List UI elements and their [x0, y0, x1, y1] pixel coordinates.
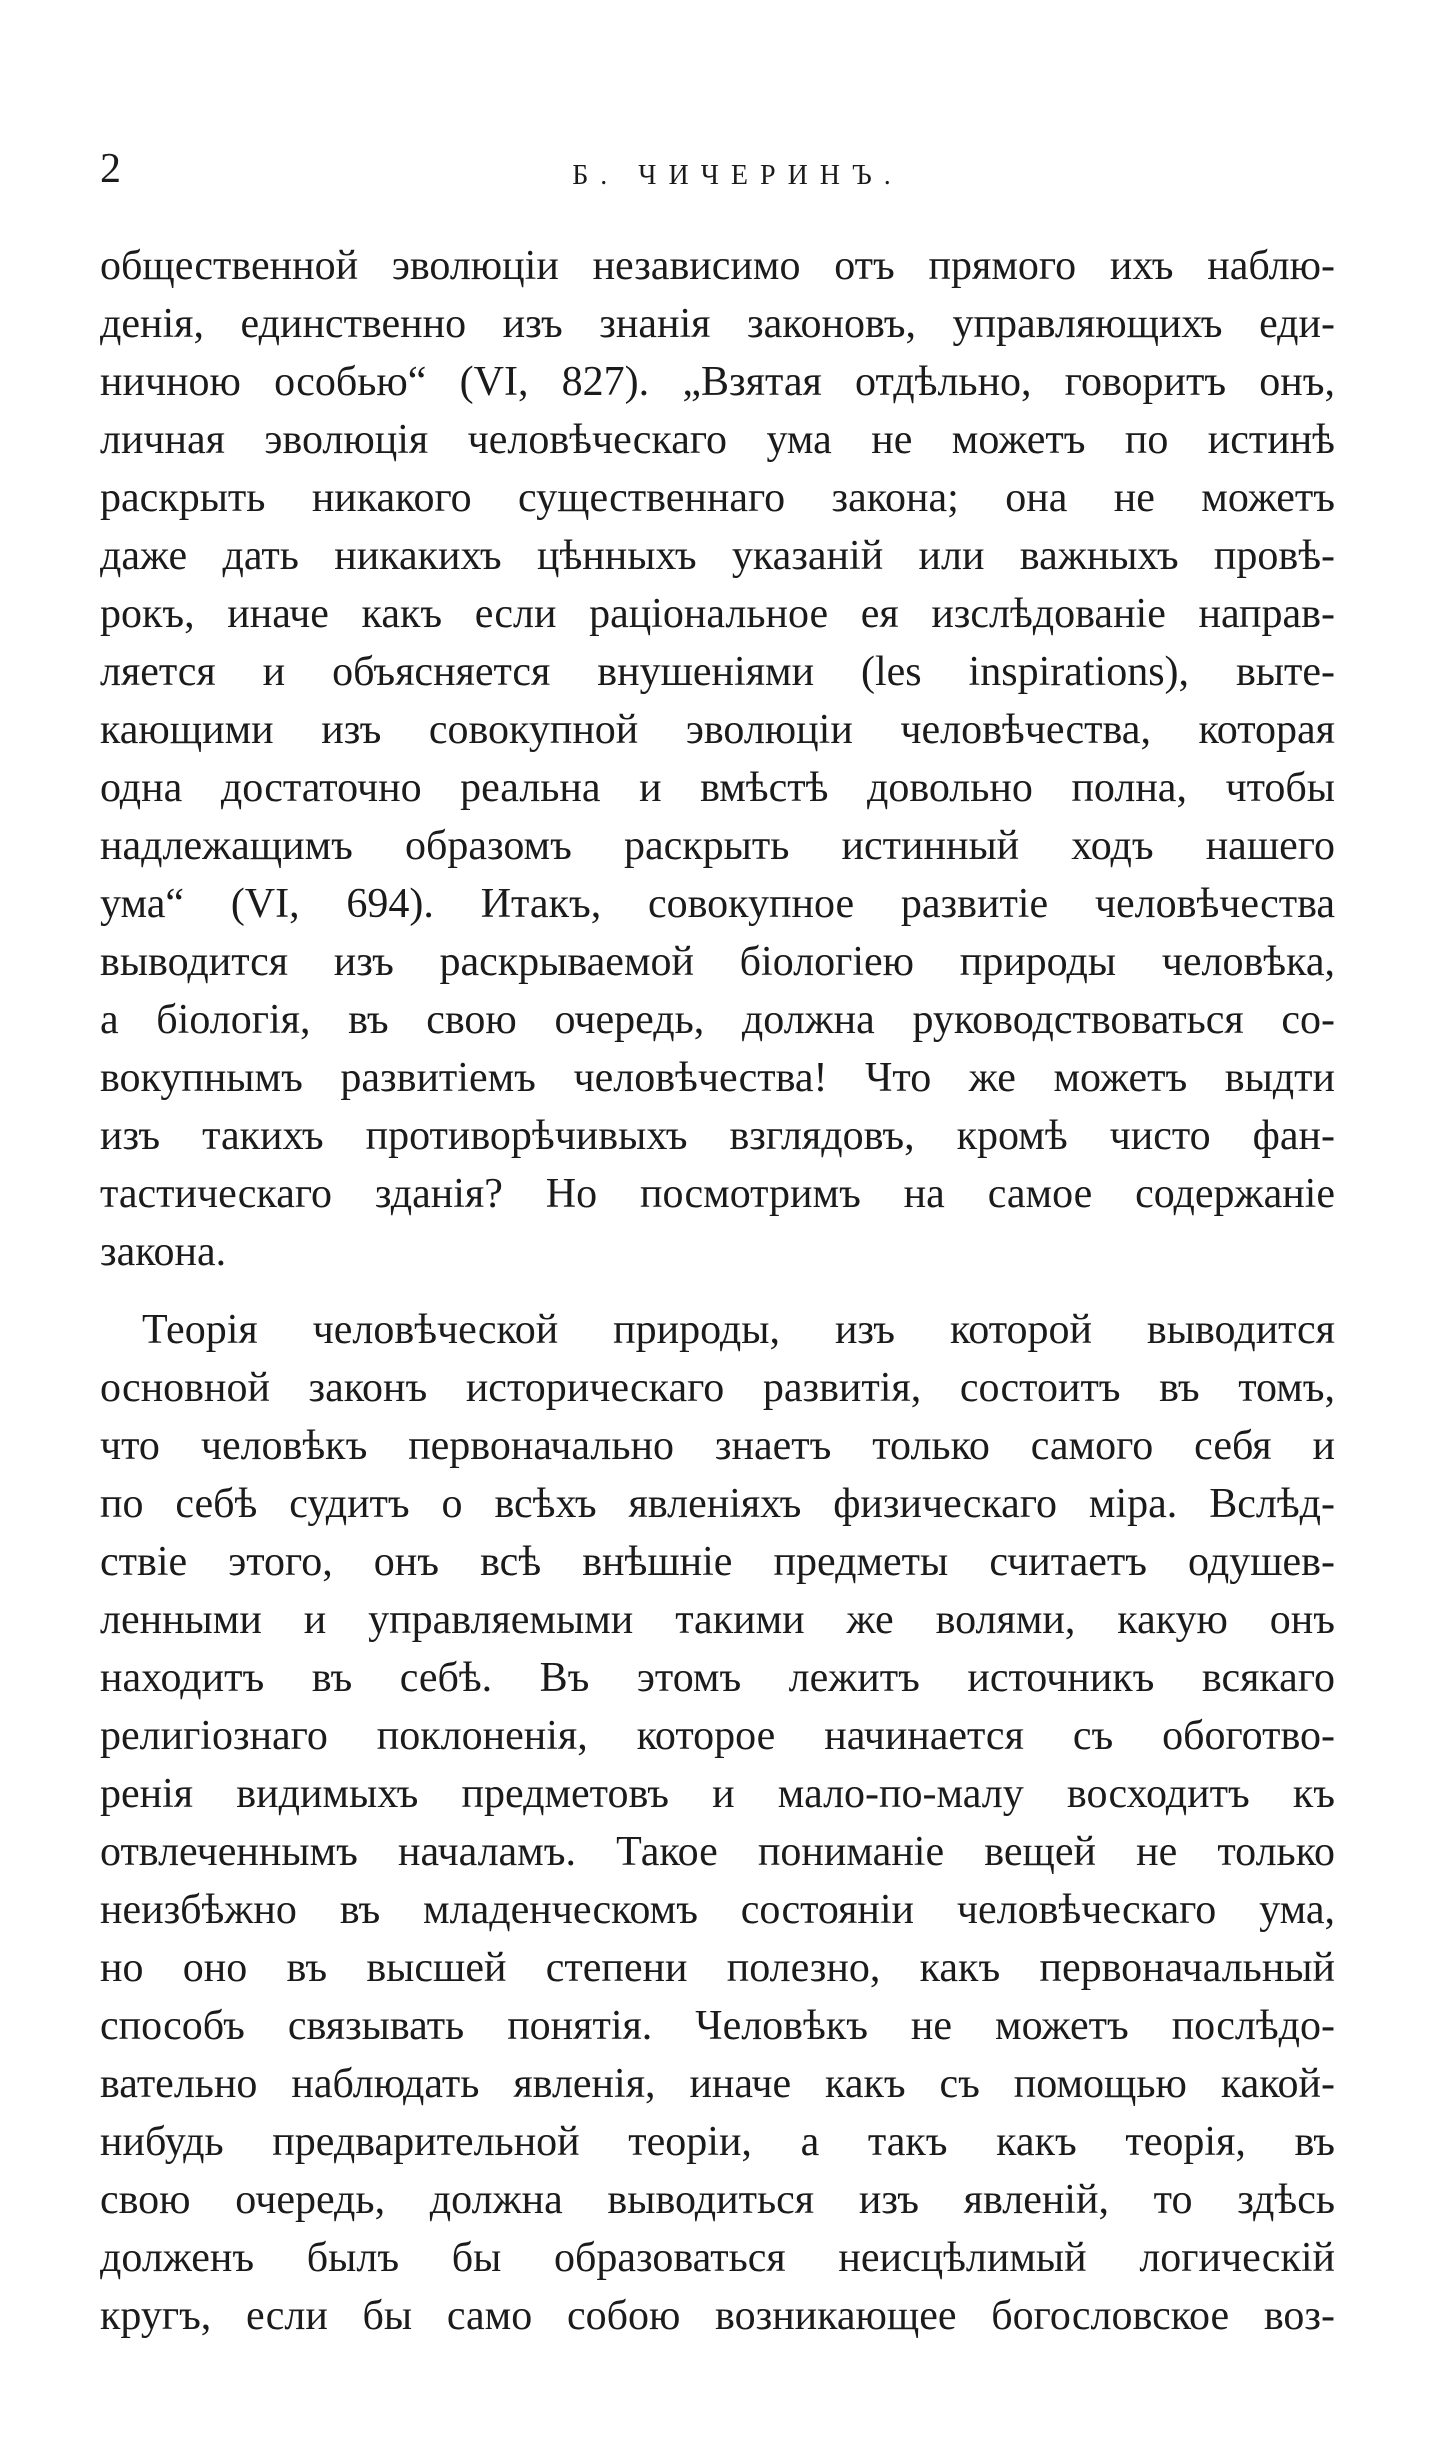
text-line: по себѣ судитъ о всѣхъ явленіяхъ физическаго міра. Вслѣд-: [100, 1481, 1335, 1527]
text-line: даже дать никакихъ цѣнныхъ указаній или важныхъ провѣ-: [100, 533, 1335, 579]
page-header: [100, 148, 1335, 208]
text-line: личная эволюція человѣческаго ума не можетъ по истинѣ: [100, 417, 1335, 463]
text-line: религіознаго поклоненія, которое начинается съ обоготво-: [100, 1713, 1335, 1759]
text-line: ствіе этого, онъ всѣ внѣшніе предметы считаетъ одушев-: [100, 1539, 1335, 1585]
text-line: тастическаго зданія? Но посмотримъ на самое содержаніе: [100, 1171, 1335, 1217]
text-line: основной законъ историческаго развитія, состоитъ въ томъ,: [100, 1365, 1335, 1411]
text-line: изъ такихъ противорѣчивыхъ взглядовъ, кромѣ чисто фан-: [100, 1113, 1335, 1159]
text-line: рокъ, иначе какъ если раціональное ея изслѣдованіе направ-: [100, 591, 1335, 637]
text-line: ляется и объясняется внушеніями (les inspirations), выте-: [100, 649, 1335, 695]
text-line: Теорія человѣческой природы, изъ которой выводится: [142, 1307, 1335, 1353]
text-line: отвлеченнымъ началамъ. Такое пониманіе вещей не только: [100, 1829, 1335, 1875]
text-line: кающими изъ совокупной эволюціи человѣчества, которая: [100, 707, 1335, 753]
text-line: раскрыть никакого существеннаго закона; она не можетъ: [100, 475, 1335, 521]
text-line: неизбѣжно въ младенческомъ состояніи человѣческаго ума,: [100, 1887, 1335, 1933]
text-line: денія, единственно изъ знанія законовъ, управляющихъ еди-: [100, 301, 1335, 347]
text-line: ничною особью“ (VI, 827). „Взятая отдѣльно, говоритъ онъ,: [100, 359, 1335, 405]
body-text: [100, 237, 1335, 2345]
text-line: кругъ, если бы само собою возникающее богословское воз-: [100, 2293, 1335, 2339]
page-number: 2: [100, 146, 121, 192]
text-line: свою очередь, должна выводиться изъ явленій, то здѣсь: [100, 2177, 1335, 2223]
paragraph-2: [100, 1301, 1335, 2345]
paragraph-1: [100, 237, 1335, 1281]
text-line: ренія видимыхъ предметовъ и мало-по-малу восходитъ къ: [100, 1771, 1335, 1817]
text-line: долженъ былъ бы образоваться неисцѣлимый логическій: [100, 2235, 1335, 2281]
text-line: ленными и управляемыми такими же волями, какую онъ: [100, 1597, 1335, 1643]
text-line: ума“ (VI, 694). Итакъ, совокупное развитіе человѣчества: [100, 881, 1335, 927]
text-line: выводится изъ раскрываемой біологіею природы человѣка,: [100, 939, 1335, 985]
running-head: Б. ЧИЧЕРИНЪ.: [572, 160, 903, 191]
text-line: что человѣкъ первоначально знаетъ только самого себя и: [100, 1423, 1335, 1469]
text-line: но оно въ высшей степени полезно, какъ первоначальный: [100, 1945, 1335, 1991]
text-line: находитъ въ себѣ. Въ этомъ лежитъ источникъ всякаго: [100, 1655, 1335, 1701]
text-line: а біологія, въ свою очередь, должна руководствоваться со-: [100, 997, 1335, 1043]
text-line: общественной эволюціи независимо отъ прямого ихъ наблю-: [100, 243, 1335, 289]
text-line: надлежащимъ образомъ раскрыть истинный ходъ нашего: [100, 823, 1335, 869]
text-line: способъ связывать понятія. Человѣкъ не можетъ послѣдо-: [100, 2003, 1335, 2049]
text-line: нибудь предварительной теоріи, а такъ какъ теорія, въ: [100, 2119, 1335, 2165]
text-line: вокупнымъ развитіемъ человѣчества! Что же можетъ выдти: [100, 1055, 1335, 1101]
text-line: закона.: [100, 1229, 227, 1275]
text-line: вательно наблюдать явленія, иначе какъ съ помощью какой-: [100, 2061, 1335, 2107]
paragraph-spacer: [100, 1281, 1335, 1301]
text-line: одна достаточно реальна и вмѣстѣ довольно полна, чтобы: [100, 765, 1335, 811]
